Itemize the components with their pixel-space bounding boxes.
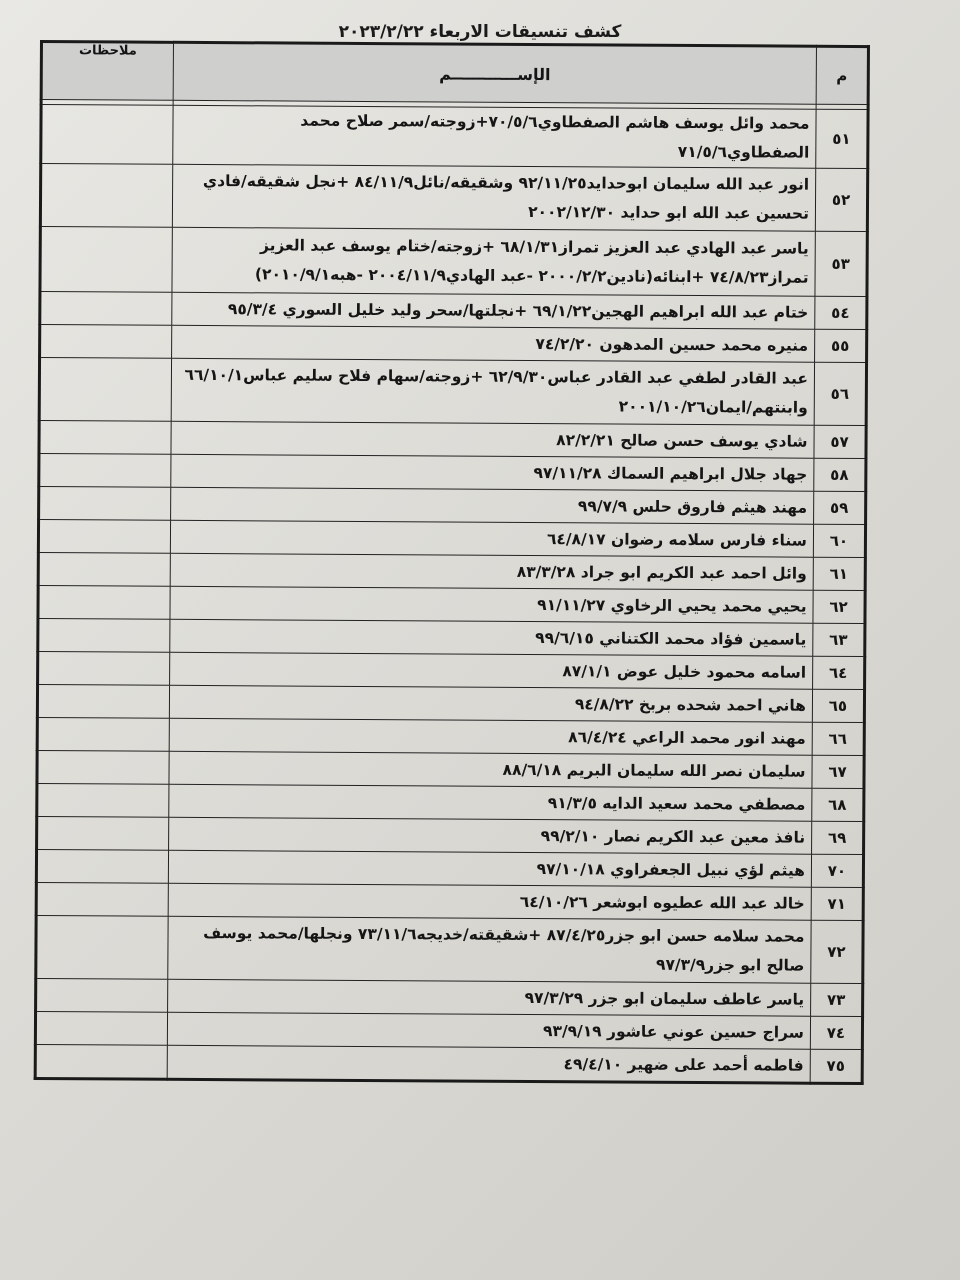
row-notes (39, 421, 171, 455)
row-number: ٦٥ (812, 689, 864, 722)
row-notes (39, 454, 171, 488)
table-row (36, 978, 863, 1016)
table-row (39, 487, 866, 525)
names-table-container (33, 40, 870, 1120)
row-notes (40, 164, 172, 228)
row-name: سليمان نصر الله سليمان البريم ٨٨/٦/١٨ (169, 751, 812, 788)
table-row (37, 750, 864, 788)
row-name: سناء فارس سلامه رضوان ٦٤/٨/١٧ (170, 520, 813, 557)
header-name: الإســــــــــــم (173, 42, 816, 104)
row-name: ياسر عبد الهادي عبد العزيز تمراز٦٨/١/٣١ +زوجته/ختام يوسف عبد العزيز تمراز٧٤/٨/٢٣ +ابنائه(نادين٢٠٠٠/٢/٢ -عبد الهادي٢٠٠٤/١١/٩ -هبه٢٠١٠/٩/١) (172, 227, 815, 296)
row-number: ٦٧ (812, 755, 864, 788)
table-row (35, 1044, 862, 1083)
row-number: ٥١ (816, 109, 868, 168)
table-row (37, 717, 864, 755)
row-notes (35, 1044, 167, 1079)
row-name: ختام عبد الله ابراهيم الهجين٦٩/١/٢٢ +نجلتها/سحر وليد خليل السوري ٩٥/٣/٤ (172, 292, 815, 329)
table-row (40, 164, 867, 232)
row-number: ٥٤ (815, 296, 867, 329)
table-row (40, 292, 867, 330)
row-notes (41, 105, 173, 165)
row-name: فاطمه أحمد على ضهير ٤٩/٤/١٠ (167, 1045, 810, 1083)
row-number: ٧١ (811, 887, 863, 920)
row-notes (40, 325, 172, 359)
row-name: هاني احمد شحده بربخ ٩٤/٨/٢٢ (169, 685, 812, 722)
table-row (37, 783, 864, 821)
table-row (37, 684, 864, 722)
table-row (35, 1011, 862, 1049)
row-number: ٦٢ (813, 590, 865, 623)
row-name: وائل احمد عبد الكريم ابو جراد ٨٣/٣/٢٨ (170, 553, 813, 590)
row-number: ٥٢ (815, 168, 867, 231)
row-notes (37, 750, 169, 784)
row-name: سراج حسين عوني عاشور ٩٣/٩/١٩ (167, 1012, 810, 1049)
row-number: ٦١ (813, 557, 865, 590)
table-row (38, 585, 865, 623)
row-number: ٥٩ (814, 491, 866, 524)
row-name: مهند انور محمد الراعي ٨٦/٤/٢٤ (169, 718, 812, 755)
row-notes (38, 651, 170, 685)
row-name: عبد القادر لطفي عبد القادر عباس٦٢/٩/٣٠ +زوجته/سهام فلاح سليم عباس٦٦/١٠/١ وابنتهم/ايمان٢٠٠١/١٠/٢٦ (171, 358, 814, 425)
table-row (36, 849, 863, 887)
row-number: ٧٤ (810, 1016, 862, 1049)
row-name: محمد وائل يوسف هاشم الصفطاوي٧٠/٥/٦+زوجته/سمر صلاح محمد الصفطاوي٧١/٥/٦ (173, 105, 816, 168)
table-row (36, 915, 863, 983)
row-number: ٥٣ (815, 231, 867, 296)
row-number: ٥٥ (815, 329, 867, 362)
row-number: ٦٦ (812, 722, 864, 755)
row-notes (37, 717, 169, 751)
row-name: ياسمين فؤاد محمد الكتناني ٩٩/٦/١٥ (170, 619, 813, 656)
row-name: مهند هيثم فاروق حلس ٩٩/٧/٩ (171, 487, 814, 524)
row-notes (36, 882, 168, 916)
table-row (40, 227, 867, 297)
row-notes (38, 618, 170, 652)
row-notes (40, 292, 172, 326)
row-notes (37, 816, 169, 850)
table-row (39, 454, 866, 492)
row-name: منيره محمد حسين المدهون ٧٤/٢/٢٠ (172, 325, 815, 362)
row-notes (36, 915, 168, 979)
table-row (39, 421, 866, 459)
row-name: خالد عبد الله عطيوه ابوشعر ٦٤/١٠/٢٦ (168, 883, 811, 920)
row-notes (39, 358, 171, 422)
header-number: م (816, 46, 868, 104)
table-row (36, 882, 863, 920)
row-name: مصطفي محمد سعيد الدايه ٩١/٣/٥ (169, 784, 812, 821)
row-name: محمد سلامه حسن ابو جزر٨٧/٤/٢٥ +شقيقته/خديجه٧٣/١١/٦ ونجلها/محمد يوسف صالح ابو جزر٩٧/٣/٩ (168, 916, 811, 983)
row-name: جهاد جلال ابراهيم السماك ٩٧/١١/٢٨ (171, 454, 814, 491)
names-table (34, 40, 870, 1085)
table-header-row (41, 42, 868, 105)
row-notes (36, 978, 168, 1012)
table-row (39, 358, 866, 426)
row-notes (40, 227, 172, 293)
row-number: ٥٦ (814, 362, 866, 425)
row-number: ٧٥ (810, 1049, 862, 1083)
row-number: ٧٢ (811, 920, 863, 983)
table-row (38, 618, 865, 656)
row-number: ٥٨ (814, 458, 866, 491)
row-number: ٧٣ (811, 983, 863, 1016)
row-number: ٦٩ (812, 821, 864, 854)
document-title: كشف تنسيقات الاربعاء ٢٠٢٣/٢/٢٢ (338, 22, 622, 42)
table-row (41, 105, 868, 169)
row-name: ياسر عاطف سليمان ابو جزر ٩٧/٣/٢٩ (168, 979, 811, 1016)
row-number: ٧٠ (811, 854, 863, 887)
row-number: ٥٧ (814, 425, 866, 458)
row-notes (39, 487, 171, 521)
row-name: اسامه محمود خليل عوض ٨٧/١/١ (170, 652, 813, 689)
row-notes (38, 520, 170, 554)
row-name: شادي يوسف حسن صالح ٨٢/٢/٢١ (171, 421, 814, 458)
table-row (40, 325, 867, 363)
row-name: انور عبد الله سليمان ابوحدايد٩٢/١١/٢٥ وشقيقه/نائل٨٤/١١/٩ +نجل شقيقه/فادي تحسين عبد الله ابو حدايد ٢٠٠٢/١٢/٣٠ (172, 164, 815, 231)
row-notes (38, 552, 170, 586)
row-name: يحيي محمد يحيي الرخاوي ٩١/١١/٢٧ (170, 586, 813, 623)
row-notes (37, 684, 169, 718)
row-name: نافذ معين عبد الكريم نصار ٩٩/٢/١٠ (169, 817, 812, 854)
table-row (37, 816, 864, 854)
table-row (38, 520, 865, 558)
row-name: هيثم لؤي نبيل الجعفراوي ٩٧/١٠/١٨ (168, 850, 811, 887)
row-number: ٦٨ (812, 788, 864, 821)
row-number: ٦٠ (813, 524, 865, 557)
table-row (38, 651, 865, 689)
row-notes (38, 585, 170, 619)
table-row (38, 552, 865, 590)
header-notes: ملاحظات (41, 42, 173, 101)
row-number: ٦٣ (813, 623, 865, 656)
row-number: ٦٤ (813, 656, 865, 689)
row-notes (37, 783, 169, 817)
row-notes (36, 849, 168, 883)
row-notes (35, 1011, 167, 1045)
